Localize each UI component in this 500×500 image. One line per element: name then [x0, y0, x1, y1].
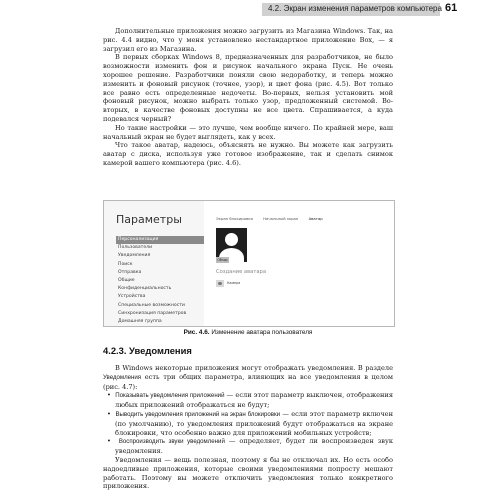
settings-title: Параметры: [116, 213, 182, 226]
running-header: [0, 0, 500, 16]
paragraph: В первых сборках Windows 8, предназначенных для разработчиков, не было возможности изменить фон и рисунок начального экрана Пуск. Не очень хорошее решение. Разработчики поняли свою недоработку, и теперь можно изменить и фоновый рисунок (точнее, узор), и цвет фона (рис. 4.5). Вот только все равно есть определенные недочеты. Во-первых, нельзя установить мой фоновый рисунок, можно выбрать только узор, предложенный системой. Во-вторых, в качестве фоновых доступны не все цвета. Спрашивается, а куда подевался черный?: [103, 53, 393, 123]
paragraph: Но такие настройки — это лучше, чем вообще ничего. По крайней мере, ваш начальный экран не будет выглядеть, как у всех.: [103, 123, 393, 141]
settings-tabs: [216, 216, 332, 221]
tab-lock-screen: Экран блокировки: [216, 216, 253, 221]
figure-caption: [103, 329, 393, 336]
settings-screenshot-figure: [103, 200, 395, 327]
menu-item-privacy: Конфиденциальность: [118, 286, 172, 292]
notifications-term: Уведомления: [103, 373, 142, 381]
body-text-bottom: [103, 364, 393, 491]
settings-menu: [116, 236, 204, 326]
create-avatar-label: Создание аватара: [216, 269, 267, 275]
list-item: • Выводить уведомления приложений на экран блокировки — если этот параметр включен (по умолчанию), то уведомления приложений будут отображаться на экране блокировки, что особенно важно для приложений мобильных устройств;: [107, 409, 393, 437]
paragraph: Дополнительные приложения можно загрузить из Магазина Windows. Так, на рис. 4.4 видно, что у меня установлено нестандартное приложение Box, — я загрузил его из Магазина.: [103, 27, 393, 53]
section-heading: 4.2.3. Уведомления: [103, 345, 192, 356]
browse-button: Обзор: [217, 258, 228, 262]
menu-item-search: Поиск: [118, 261, 133, 267]
menu-item-share: Отправка: [118, 269, 142, 275]
tab-avatar: Аватар: [308, 216, 323, 221]
list-item: • Воспроизводить звуки уведомлений — определяет, будет ли воспроизведен звук уведомления.: [107, 437, 394, 456]
caption-number: Рис. 4.6.: [183, 329, 210, 336]
menu-item-devices: Устройства: [118, 294, 146, 300]
paragraph: Уведомления — вещь полезная, поэтому я бы не отключал их. Но есть особо надоедливые приложения, которые своими уведомлениями попросту мешают работать. Поэтому вы можете отключить уведомления только конкретного приложения.: [103, 455, 393, 491]
camera-label: Камера: [227, 281, 241, 285]
tab-start-screen: Начальный экран: [263, 216, 299, 221]
menu-item-sync: Синхронизация параметров: [118, 310, 187, 316]
paragraph: Что такое аватар, надеюсь, объяснять не нужно. Вы можете как загрузить аватар с диска, используя уже готовое изображение, так и сделать снимок камерой вашего компьютера (рис. 4.6).: [103, 141, 393, 167]
page-number: 61: [445, 2, 458, 14]
camera-icon: [216, 280, 224, 287]
menu-item-general: Общие: [118, 277, 135, 283]
caption-text: Изменение аватара пользователя: [211, 329, 313, 336]
menu-item-personalization: Персонализация: [116, 236, 204, 244]
header-title: 4.2. Экран изменения параметров компьютера: [268, 4, 442, 13]
body-text-top: [103, 27, 393, 168]
section-intro: В Windows некоторые приложения могут отображать уведомления. В разделе Уведомления есть три общих параметра, влияющих на все уведомления в целом (рис. 4.7):: [103, 364, 393, 391]
menu-item-homegroup: Домашняя группа: [118, 318, 162, 324]
menu-item-notifications: Уведомления: [118, 253, 151, 259]
list-item: • Показывать уведомления приложений — если этот параметр выключен, отображения любых приложений отображаться не будут;: [107, 391, 393, 410]
menu-item-users: Пользователи: [118, 245, 153, 251]
menu-item-accessibility: Специальные возможности: [118, 302, 185, 308]
